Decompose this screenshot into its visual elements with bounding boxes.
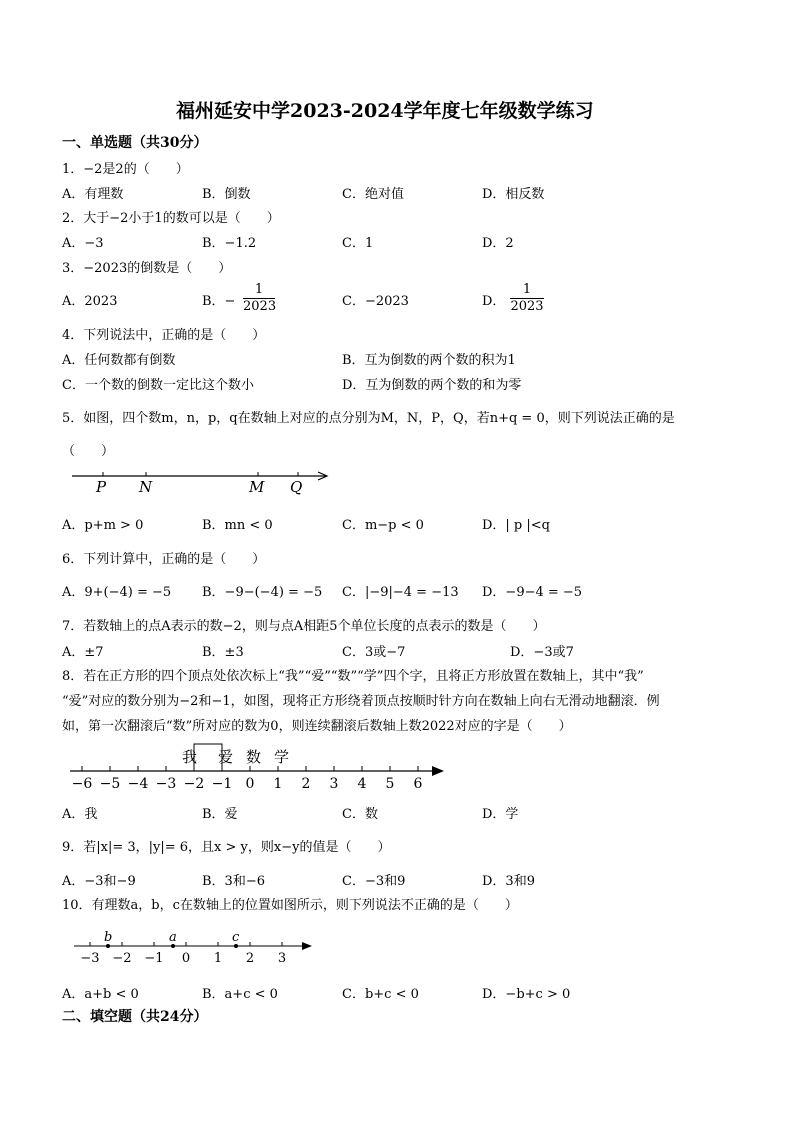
axis-tick-label: −1 [211,776,233,792]
question-9-option-c[interactable]: C．−3和9 [342,874,406,889]
question-2-option-d[interactable]: D．2 [482,236,514,251]
question-3-stem: 3．−2023的倒数是（ ） [62,261,232,276]
axis-tick-label: −5 [99,776,121,792]
question-7-option-a[interactable]: A．±7 [62,645,104,660]
question-7-stem: 7．若数轴上的点A表示的数−2，则与点A相距5个单位长度的点表示的数是（ ） [62,619,546,634]
point-label-c: c [232,930,240,945]
axis-tick-label: 3 [329,776,339,792]
question-5-stem: 5．如图，四个数m，n，p，q在数轴上对应的点分别为M，N，P，Q，若n+q = 0，则下列说法正确的是 [62,411,675,426]
question-4-option-b[interactable]: B．互为倒数的两个数的积为1 [342,353,516,368]
question-1-option-d[interactable]: D．相反数 [482,187,545,202]
question-7-option-d[interactable]: D．−3或7 [510,645,574,660]
question-8-option-c[interactable]: C．数 [342,807,378,822]
point-label-a: a [169,930,177,945]
axis-tick-label: −2 [183,776,205,792]
point-label-p: P [96,478,107,496]
axis-tick-label: −6 [71,776,93,792]
question-5-paren: （ ） [62,444,115,459]
question-2-option-a[interactable]: A．−3 [62,236,104,251]
question-3-option-d[interactable] [482,290,505,309]
axis-tick-label: 4 [357,776,367,792]
question-4-stem: 4．下列说法中，正确的是（ ） [62,328,266,343]
question-10-option-d[interactable]: D．−b+c > 0 [482,987,571,1002]
option-b-prefix: B．− [202,294,236,309]
question-4-option-c[interactable]: C．一个数的倒数一定比这个数小 [62,378,254,393]
question-7-option-c[interactable]: C．3或−7 [342,645,406,660]
number-line-q5 [68,466,338,496]
axis-tick-label: −2 [112,951,132,966]
axis-tick-label: 2 [301,776,311,792]
axis-arrow [432,766,444,776]
page-title: 福州延安中学2023-2024学年度七年级数学练习 [176,100,594,122]
question-8-option-b[interactable]: B．爱 [202,807,238,822]
fraction-b-numerator: 1 [254,282,264,297]
axis-tick-label: 0 [181,951,191,966]
question-5-option-c[interactable]: C．m−p < 0 [342,518,424,533]
axis-tick-label: 1 [213,951,223,966]
question-10-stem: 10．有理数a，b，c在数轴上的位置如图所示，则下列说法不正确的是（ ） [62,898,518,913]
fraction-b [243,282,275,315]
question-5-option-b[interactable]: B．mn < 0 [202,518,273,533]
question-2-option-c[interactable]: C．1 [342,236,374,251]
question-3-option-c[interactable]: C．−2023 [342,294,409,309]
question-9-option-d[interactable]: D．3和9 [482,874,535,889]
section-heading-choice: 一、单选题（共30分） [62,135,208,151]
question-7-option-b[interactable]: B．±3 [202,645,244,660]
question-10-option-a[interactable]: A．a+b < 0 [62,987,139,1002]
question-10-option-b[interactable]: B．a+c < 0 [202,987,278,1002]
question-10-option-c[interactable]: C．b+c < 0 [342,987,419,1002]
question-3-option-b[interactable] [202,290,235,309]
axis-tick-label: −3 [155,776,177,792]
axis-tick-label: 1 [273,776,283,792]
axis-tick-label: −4 [127,776,149,792]
question-6-option-c[interactable]: C．|−9|−4 = −13 [342,585,459,600]
question-6-stem: 6．下列计算中，正确的是（ ） [62,552,266,567]
question-2-option-b[interactable]: B．−1.2 [202,236,257,251]
fraction-d-denominator: 2023 [510,299,544,314]
point-label-n: N [139,478,153,496]
axis-tick-label: 5 [385,776,395,792]
question-4-option-d[interactable]: D．互为倒数的两个数的和为零 [342,378,522,393]
question-8-option-a[interactable]: A．我 [62,807,98,822]
axis-tick-label: −1 [144,951,164,966]
axis-arrow [302,942,312,950]
char-ai: 爱 [218,748,234,766]
question-1-option-a[interactable]: A．有理数 [62,187,124,202]
char-xue: 学 [274,748,290,766]
question-6-option-a[interactable]: A．9+(−4) = −5 [62,585,172,600]
axis-tick-label: 0 [245,776,255,792]
question-9-option-a[interactable]: A．−3和−9 [62,874,136,889]
point-label-q: Q [290,478,303,496]
question-8-line-1: 8．若在正方形的四个顶点处依次标上“我”“爱”“数”“学”四个字，且将正方形放置在数轴上，其中“我” [62,669,644,684]
question-1-option-b[interactable]: B．倒数 [202,187,251,202]
axis-tick-label: 2 [245,951,255,966]
question-1-option-c[interactable]: C．绝对值 [342,187,404,202]
question-8-line-3: 如，第一次翻滚后“数”所对应的数为0，则连续翻滚后数轴上数2022对应的字是（ ） [62,719,572,734]
axis-tick-label: 6 [413,776,423,792]
question-9-option-b[interactable]: B．3和−6 [202,874,265,889]
axis-tick-label: −3 [80,951,100,966]
fraction-b-denominator: 2023 [243,299,277,314]
question-6-option-b[interactable]: B．−9−(−4) = −5 [202,585,323,600]
question-5-option-a[interactable]: A．p+m > 0 [62,518,144,533]
section-heading-fill: 二、填空题（共24分） [62,1009,208,1025]
option-d-prefix: D． [482,294,506,309]
axis-tick-label: 3 [277,951,287,966]
point-label-m: M [249,478,265,496]
question-8-option-d[interactable]: D．学 [482,807,519,822]
fraction-d-numerator: 1 [522,282,532,297]
question-4-option-a[interactable]: A．任何数都有倒数 [62,353,176,368]
question-8-line-2: “爱”对应的数分别为−2和−1，如图，现将正方形绕着顶点按顺时针方向在数轴上向右无滑动地翻滚．例 [62,694,660,709]
question-6-option-d[interactable]: D．−9−4 = −5 [482,585,583,600]
char-shu: 数 [246,748,262,766]
char-wo: 我 [182,748,198,766]
number-line-q10 [70,926,320,968]
question-1-stem: 1．−2是2的（ ） [62,162,189,177]
number-line-q8 [70,740,450,796]
point-label-b: b [104,930,113,945]
fraction-d [510,282,544,315]
question-2-stem: 2．大于−2小于1的数可以是（ ） [62,211,280,226]
question-5-option-d[interactable]: D．| p |<q [482,518,550,533]
question-3-option-a[interactable]: A．2023 [62,294,118,309]
question-9-stem: 9．若|x|= 3，|y|= 6，且x > y，则x−y的值是（ ） [62,840,391,855]
